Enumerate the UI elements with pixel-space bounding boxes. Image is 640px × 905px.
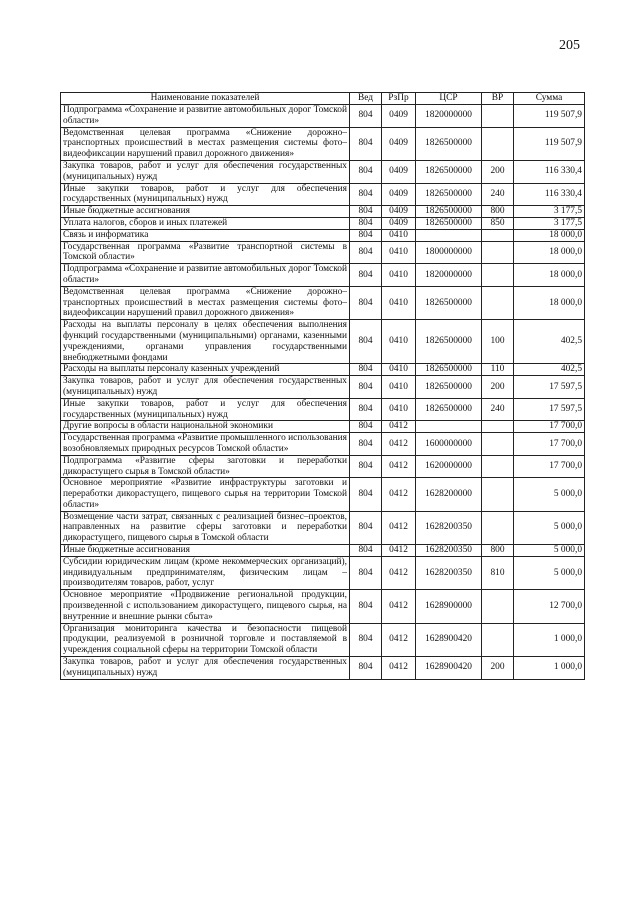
cell-ved: 804: [350, 320, 382, 364]
cell-csr: 1826500000: [416, 160, 482, 183]
table-row: [61, 229, 585, 241]
col-header-name: Наименование показателей: [61, 93, 350, 105]
cell-csr: 1620000000: [416, 455, 482, 478]
table-row: [61, 183, 585, 206]
cell-vr: 110: [482, 364, 514, 376]
col-header-sum: Сумма: [514, 93, 585, 105]
cell-ved: 804: [350, 556, 382, 589]
cell-vr: [482, 264, 514, 287]
cell-sum: 1 000,0: [514, 657, 585, 680]
cell-ved: 804: [350, 376, 382, 399]
cell-rzpr: 0409: [382, 206, 416, 218]
cell-ved: 804: [350, 229, 382, 241]
cell-sum: 116 330,4: [514, 183, 585, 206]
cell-name: Закупка товаров, работ и услуг для обеспечения государственных (муниципальных) нужд: [61, 657, 350, 680]
cell-vr: [482, 105, 514, 128]
cell-rzpr: 0410: [382, 229, 416, 241]
cell-csr: 1628900420: [416, 623, 482, 656]
budget-table: [60, 92, 585, 680]
cell-vr: [482, 127, 514, 160]
cell-name: Ведомственная целевая программа «Снижение дорожно–транспортных происшествий в местах размещения системы фото–видеофиксации нарушений правил дорожного движения»: [61, 127, 350, 160]
cell-vr: 240: [482, 398, 514, 421]
table-row: [61, 623, 585, 656]
cell-sum: 17 700,0: [514, 455, 585, 478]
cell-vr: [482, 511, 514, 544]
table-row: [61, 376, 585, 399]
cell-rzpr: 0410: [382, 241, 416, 264]
cell-name: Расходы на выплаты персоналу казенных учреждений: [61, 364, 350, 376]
cell-rzpr: 0410: [382, 364, 416, 376]
cell-ved: 804: [350, 433, 382, 456]
table-row: [61, 206, 585, 218]
cell-ved: 804: [350, 364, 382, 376]
cell-ved: 804: [350, 127, 382, 160]
cell-name: Другие вопросы в области национальной экономики: [61, 421, 350, 433]
cell-sum: 116 330,4: [514, 160, 585, 183]
cell-name: Иные бюджетные ассигнования: [61, 545, 350, 557]
cell-ved: 804: [350, 206, 382, 218]
table-row: [61, 455, 585, 478]
table-header: [61, 93, 585, 105]
cell-ved: 804: [350, 545, 382, 557]
cell-csr: 1628200350: [416, 556, 482, 589]
cell-sum: 17 597,5: [514, 398, 585, 421]
table-row: [61, 433, 585, 456]
col-header-rzpr: РзПр: [382, 93, 416, 105]
cell-csr: 1826500000: [416, 217, 482, 229]
cell-vr: [482, 286, 514, 319]
cell-rzpr: 0409: [382, 183, 416, 206]
cell-csr: 1826500000: [416, 286, 482, 319]
cell-name: Подпрограмма «Развитие сферы заготовки и переработки дикорастущего сырья в Томской области»: [61, 455, 350, 478]
cell-csr: 1628200350: [416, 511, 482, 544]
cell-rzpr: 0412: [382, 511, 416, 544]
cell-vr: 200: [482, 657, 514, 680]
cell-csr: 1628200000: [416, 478, 482, 511]
table-row: [61, 545, 585, 557]
cell-vr: 810: [482, 556, 514, 589]
cell-rzpr: 0409: [382, 160, 416, 183]
cell-rzpr: 0410: [382, 264, 416, 287]
cell-name: Субсидии юридическим лицам (кроме некоммерческих организаций), индивидуальным предпринимателям, физическим лицам – производителям товаров, работ, услуг: [61, 556, 350, 589]
cell-ved: 804: [350, 398, 382, 421]
cell-vr: [482, 478, 514, 511]
table-row: [61, 511, 585, 544]
page-number: 205: [559, 38, 580, 53]
cell-name: Закупка товаров, работ и услуг для обеспечения государственных (муниципальных) нужд: [61, 160, 350, 183]
cell-name: Иные бюджетные ассигнования: [61, 206, 350, 218]
cell-name: Организация мониторинга качества и безопасности пищевой продукции, реализуемой в розничной торговле и поставляемой в учреждения социальной сферы на территории Томской области: [61, 623, 350, 656]
cell-csr: 1628900000: [416, 590, 482, 623]
cell-vr: [482, 421, 514, 433]
cell-ved: 804: [350, 241, 382, 264]
cell-ved: 804: [350, 160, 382, 183]
cell-ved: 804: [350, 421, 382, 433]
cell-rzpr: 0412: [382, 590, 416, 623]
cell-csr: [416, 421, 482, 433]
cell-ved: 804: [350, 623, 382, 656]
cell-rzpr: 0410: [382, 398, 416, 421]
cell-name: Иные закупки товаров, работ и услуг для обеспечения государственных (муниципальных) нужд: [61, 183, 350, 206]
cell-sum: 1 000,0: [514, 623, 585, 656]
cell-ved: 804: [350, 264, 382, 287]
cell-name: Государственная программа «Развитие транспортной системы в Томской области»: [61, 241, 350, 264]
cell-name: Основное мероприятие «Продвижение региональной продукции, произведенной с использованием дикорастущего, пищевого сырья, на внутренние и внешние рынки сбыта»: [61, 590, 350, 623]
table-row: [61, 127, 585, 160]
cell-csr: 1628900420: [416, 657, 482, 680]
cell-ved: 804: [350, 478, 382, 511]
cell-ved: 804: [350, 455, 382, 478]
cell-vr: 200: [482, 160, 514, 183]
cell-sum: 3 177,5: [514, 217, 585, 229]
cell-sum: 5 000,0: [514, 478, 585, 511]
cell-ved: 804: [350, 286, 382, 319]
table-row: [61, 556, 585, 589]
table-row: [61, 105, 585, 128]
cell-sum: 119 507,9: [514, 127, 585, 160]
cell-csr: 1826500000: [416, 398, 482, 421]
cell-csr: 1826500000: [416, 206, 482, 218]
cell-vr: [482, 229, 514, 241]
table-row: [61, 286, 585, 319]
cell-sum: 5 000,0: [514, 511, 585, 544]
cell-rzpr: 0412: [382, 556, 416, 589]
cell-rzpr: 0412: [382, 545, 416, 557]
cell-sum: 12 700,0: [514, 590, 585, 623]
cell-rzpr: 0412: [382, 421, 416, 433]
cell-rzpr: 0409: [382, 127, 416, 160]
cell-ved: 804: [350, 590, 382, 623]
table-row: [61, 398, 585, 421]
cell-csr: 1600000000: [416, 433, 482, 456]
cell-rzpr: 0410: [382, 320, 416, 364]
table-row: [61, 590, 585, 623]
cell-csr: [416, 229, 482, 241]
cell-ved: 804: [350, 657, 382, 680]
cell-csr: 1820000000: [416, 105, 482, 128]
table-row: [61, 364, 585, 376]
cell-csr: 1826500000: [416, 364, 482, 376]
table-row: [61, 241, 585, 264]
cell-csr: 1826500000: [416, 376, 482, 399]
table-row: [61, 421, 585, 433]
cell-rzpr: 0409: [382, 217, 416, 229]
cell-vr: 850: [482, 217, 514, 229]
cell-ved: 804: [350, 511, 382, 544]
cell-rzpr: 0412: [382, 455, 416, 478]
cell-sum: 17 597,5: [514, 376, 585, 399]
cell-ved: 804: [350, 183, 382, 206]
table-row: [61, 320, 585, 364]
cell-sum: 18 000,0: [514, 286, 585, 319]
cell-csr: 1826500000: [416, 183, 482, 206]
cell-csr: 1800000000: [416, 241, 482, 264]
cell-name: Ведомственная целевая программа «Снижение дорожно–транспортных происшествий в местах размещения системы фото–видеофиксации нарушений правил дорожного движения»: [61, 286, 350, 319]
cell-name: Уплата налогов, сборов и иных платежей: [61, 217, 350, 229]
cell-sum: 18 000,0: [514, 229, 585, 241]
cell-name: Возмещение части затрат, связанных с реализацией бизнес–проектов, направленных на развитие сферы заготовки и переработки дикорастущего, пищевого сырья в Томской области: [61, 511, 350, 544]
cell-csr: 1628200350: [416, 545, 482, 557]
cell-vr: [482, 241, 514, 264]
cell-sum: 17 700,0: [514, 421, 585, 433]
cell-name: Государственная программа «Развитие промышленного использования возобновляемых природных ресурсов Томской области»: [61, 433, 350, 456]
table-row: [61, 657, 585, 680]
cell-sum: 5 000,0: [514, 556, 585, 589]
cell-rzpr: 0412: [382, 433, 416, 456]
cell-vr: 200: [482, 376, 514, 399]
cell-vr: 240: [482, 183, 514, 206]
cell-sum: 3 177,5: [514, 206, 585, 218]
header-row: [61, 93, 585, 105]
cell-vr: [482, 623, 514, 656]
cell-csr: 1826500000: [416, 320, 482, 364]
cell-vr: [482, 455, 514, 478]
cell-sum: 402,5: [514, 364, 585, 376]
table-row: [61, 160, 585, 183]
cell-sum: 119 507,9: [514, 105, 585, 128]
cell-sum: 18 000,0: [514, 241, 585, 264]
col-header-ved: Вед: [350, 93, 382, 105]
cell-ved: 804: [350, 217, 382, 229]
cell-sum: 17 700,0: [514, 433, 585, 456]
cell-vr: 800: [482, 206, 514, 218]
cell-rzpr: 0409: [382, 105, 416, 128]
cell-vr: [482, 433, 514, 456]
col-header-vr: ВР: [482, 93, 514, 105]
cell-name: Основное мероприятие «Развитие инфраструктуры заготовки и переработки дикорастущего, пищевого сырья на территории Томской области»: [61, 478, 350, 511]
cell-rzpr: 0412: [382, 657, 416, 680]
table-row: [61, 478, 585, 511]
cell-csr: 1820000000: [416, 264, 482, 287]
cell-name: Расходы на выплаты персоналу в целях обеспечения выполнения функций государственными (муниципальными) органами, казенными учреждениями, органами управления государственными внебюджетными фондами: [61, 320, 350, 364]
table-row: [61, 217, 585, 229]
cell-sum: 18 000,0: [514, 264, 585, 287]
cell-vr: 800: [482, 545, 514, 557]
cell-ved: 804: [350, 105, 382, 128]
col-header-csr: ЦСР: [416, 93, 482, 105]
cell-name: Иные закупки товаров, работ и услуг для обеспечения государственных (муниципальных) нужд: [61, 398, 350, 421]
cell-rzpr: 0412: [382, 478, 416, 511]
cell-rzpr: 0412: [382, 623, 416, 656]
table-row: [61, 264, 585, 287]
cell-sum: 5 000,0: [514, 545, 585, 557]
cell-vr: [482, 590, 514, 623]
cell-name: Закупка товаров, работ и услуг для обеспечения государственных (муниципальных) нужд: [61, 376, 350, 399]
cell-name: Подпрограмма «Сохранение и развитие автомобильных дорог Томской области»: [61, 264, 350, 287]
cell-name: Связь и информатика: [61, 229, 350, 241]
table-body: [61, 105, 585, 680]
cell-name: Подпрограмма «Сохранение и развитие автомобильных дорог Томской области»: [61, 105, 350, 128]
cell-csr: 1826500000: [416, 127, 482, 160]
cell-rzpr: 0410: [382, 376, 416, 399]
cell-rzpr: 0410: [382, 286, 416, 319]
cell-sum: 402,5: [514, 320, 585, 364]
cell-vr: 100: [482, 320, 514, 364]
